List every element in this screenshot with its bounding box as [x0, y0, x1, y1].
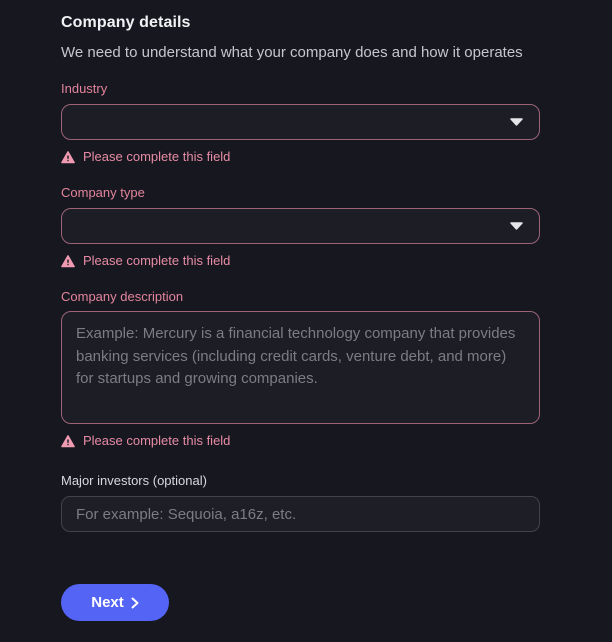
chevron-right-icon	[131, 597, 139, 609]
chevron-down-icon	[509, 222, 524, 231]
next-button[interactable]	[61, 584, 169, 621]
major-investors-label: Major investors (optional)	[61, 473, 207, 488]
industry-select[interactable]	[61, 104, 540, 140]
industry-label: Industry	[61, 81, 108, 96]
company-type-error	[61, 253, 540, 269]
company-type-select[interactable]	[61, 208, 540, 244]
error-message: Please complete this field	[83, 149, 231, 164]
company-type-label: Company type	[61, 185, 145, 200]
chevron-down-icon	[509, 118, 524, 127]
error-message: Please complete this field	[83, 433, 231, 448]
major-investors-input[interactable]	[61, 496, 540, 532]
industry-error	[61, 149, 540, 165]
error-message: Please complete this field	[83, 253, 231, 268]
company-description-textarea[interactable]	[61, 311, 540, 424]
company-description-error	[61, 433, 540, 449]
warning-triangle-icon	[61, 435, 75, 448]
next-button-label: Next	[91, 594, 124, 611]
warning-triangle-icon	[61, 255, 75, 268]
warning-triangle-icon	[61, 151, 75, 164]
page-subtitle: We need to understand what your company does and how it operates	[61, 44, 523, 61]
page-title: Company details	[61, 14, 191, 31]
company-description-label: Company description	[61, 289, 184, 304]
